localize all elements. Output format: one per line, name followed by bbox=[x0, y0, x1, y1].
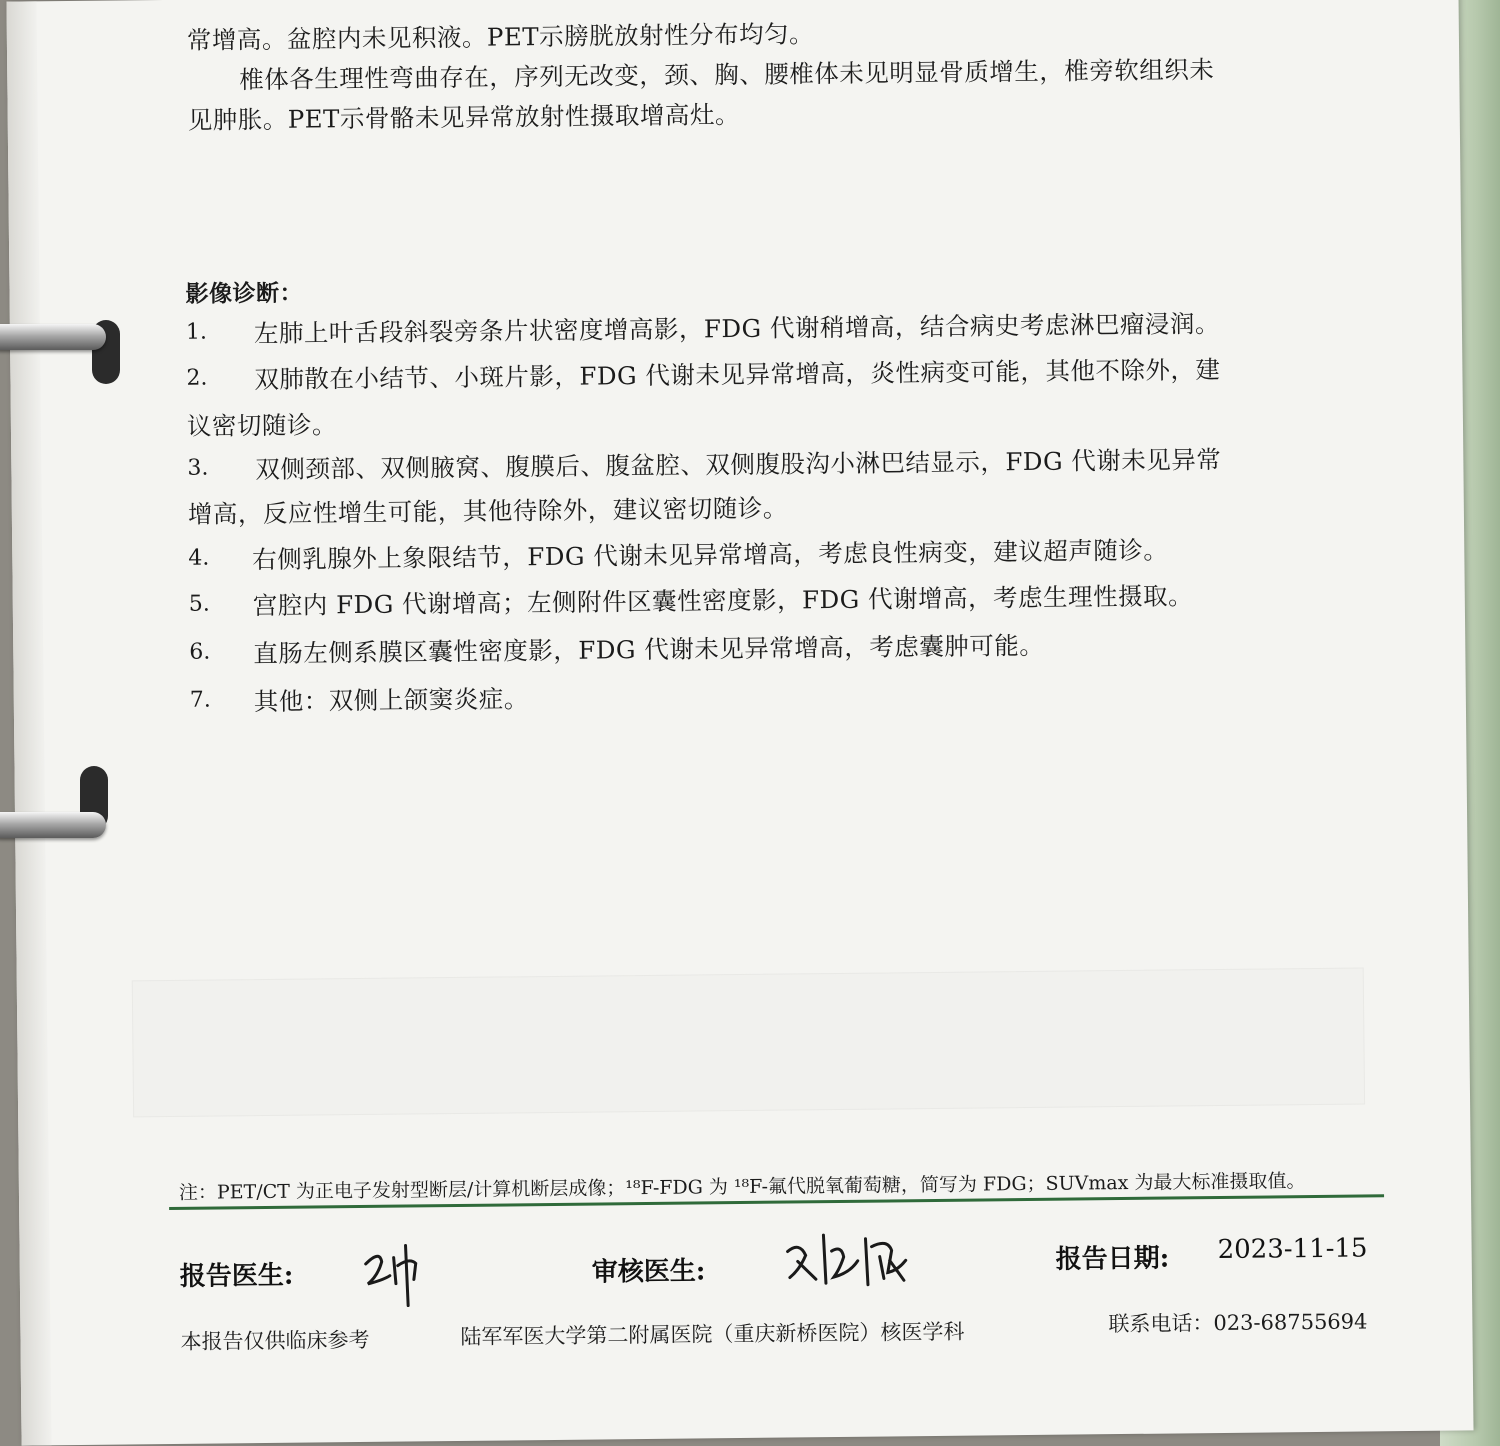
abbreviation-note: 注：PET/CT 为正电子发射型断层/计算机断层成像；¹⁸F-FDG 为 ¹⁸F-氟代脱氧葡萄糖，简写为 FDG；SUVmax 为最大标准摄取值。 bbox=[178, 1170, 1306, 1204]
findings-line-1: 常增高。盆腔内未见积液。PET示膀胱放射性分布均匀。 bbox=[186, 19, 815, 55]
diagnosis-heading: 影像诊断： bbox=[185, 279, 304, 308]
report-doctor-signature bbox=[359, 1235, 440, 1308]
review-doctor-label: 审核医生: bbox=[591, 1256, 706, 1288]
bleed-through-image-area bbox=[132, 967, 1365, 1117]
binder-ring bbox=[0, 324, 106, 350]
findings-line-2: 椎体各生理性弯曲存在，序列无改变，颈、胸、腰椎体未见明显骨质增生，椎旁软组织未 bbox=[239, 54, 1215, 95]
report-doctor-label: 报告医生: bbox=[179, 1260, 294, 1292]
footer-department: 陆军军医大学第二附属医院（重庆新桥医院）核医学科 bbox=[460, 1319, 965, 1349]
diagnosis-item-number: 7. bbox=[189, 687, 211, 713]
diagnosis-item-number: 2. bbox=[186, 365, 208, 391]
findings-line-3: 见肿胀。PET示骨骼未见异常放射性摄取增高灶。 bbox=[187, 99, 741, 135]
diagnosis-item-number: 1. bbox=[185, 319, 208, 345]
binder-ring bbox=[0, 812, 106, 838]
diagnosis-item-text: 增高，反应性增生可能，其他待除外，建议密切随诊。 bbox=[187, 493, 788, 529]
diagnosis-item-number: 5. bbox=[188, 591, 210, 617]
report-page bbox=[6, 0, 1473, 1446]
diagnosis-item-text: 议密切随诊。 bbox=[186, 410, 338, 441]
review-doctor-signature bbox=[779, 1220, 920, 1301]
footer-disclaimer: 本报告仅供临床参考 bbox=[180, 1327, 370, 1354]
diagnosis-item-number: 6. bbox=[189, 639, 211, 665]
footer-phone: 联系电话：023-68755694 bbox=[1108, 1309, 1368, 1337]
report-date-value: 2023-11-15 bbox=[1217, 1233, 1368, 1266]
diagnosis-item-text: 其他：双侧上颌窦炎症。 bbox=[253, 684, 529, 717]
diagnosis-item-text: 右侧乳腺外上象限结节，FDG 代谢未见异常增高，考虑良性病变，建议超声随诊。 bbox=[252, 535, 1169, 575]
diagnosis-item-text: 双侧颈部、双侧腋窝、腹膜后、腹盆腔、双侧腹股沟小淋巴结显示，FDG 代谢未见异常 bbox=[255, 444, 1222, 485]
diagnosis-item-number: 4. bbox=[188, 545, 210, 571]
diagnosis-item-text: 左肺上叶舌段斜裂旁条片状密度增高影，FDG 代谢稍增高，结合病史考虑淋巴瘤浸润。 bbox=[253, 308, 1221, 349]
diagnosis-item-text: 双肺散在小结节、小斑片影，FDG 代谢未见异常增高，炎性病变可能，其他不除外，建 bbox=[254, 354, 1221, 395]
diagnosis-item-text: 宫腔内 FDG 代谢增高；左侧附件区囊性密度影，FDG 代谢增高，考虑生理性摄取。 bbox=[252, 581, 1194, 621]
diagnosis-item-text: 直肠左侧系膜区囊性密度影，FDG 代谢未见异常增高，考虑囊肿可能。 bbox=[253, 630, 1045, 669]
diagnosis-item-number: 3. bbox=[187, 455, 209, 481]
report-date-label: 报告日期: bbox=[1055, 1243, 1170, 1275]
